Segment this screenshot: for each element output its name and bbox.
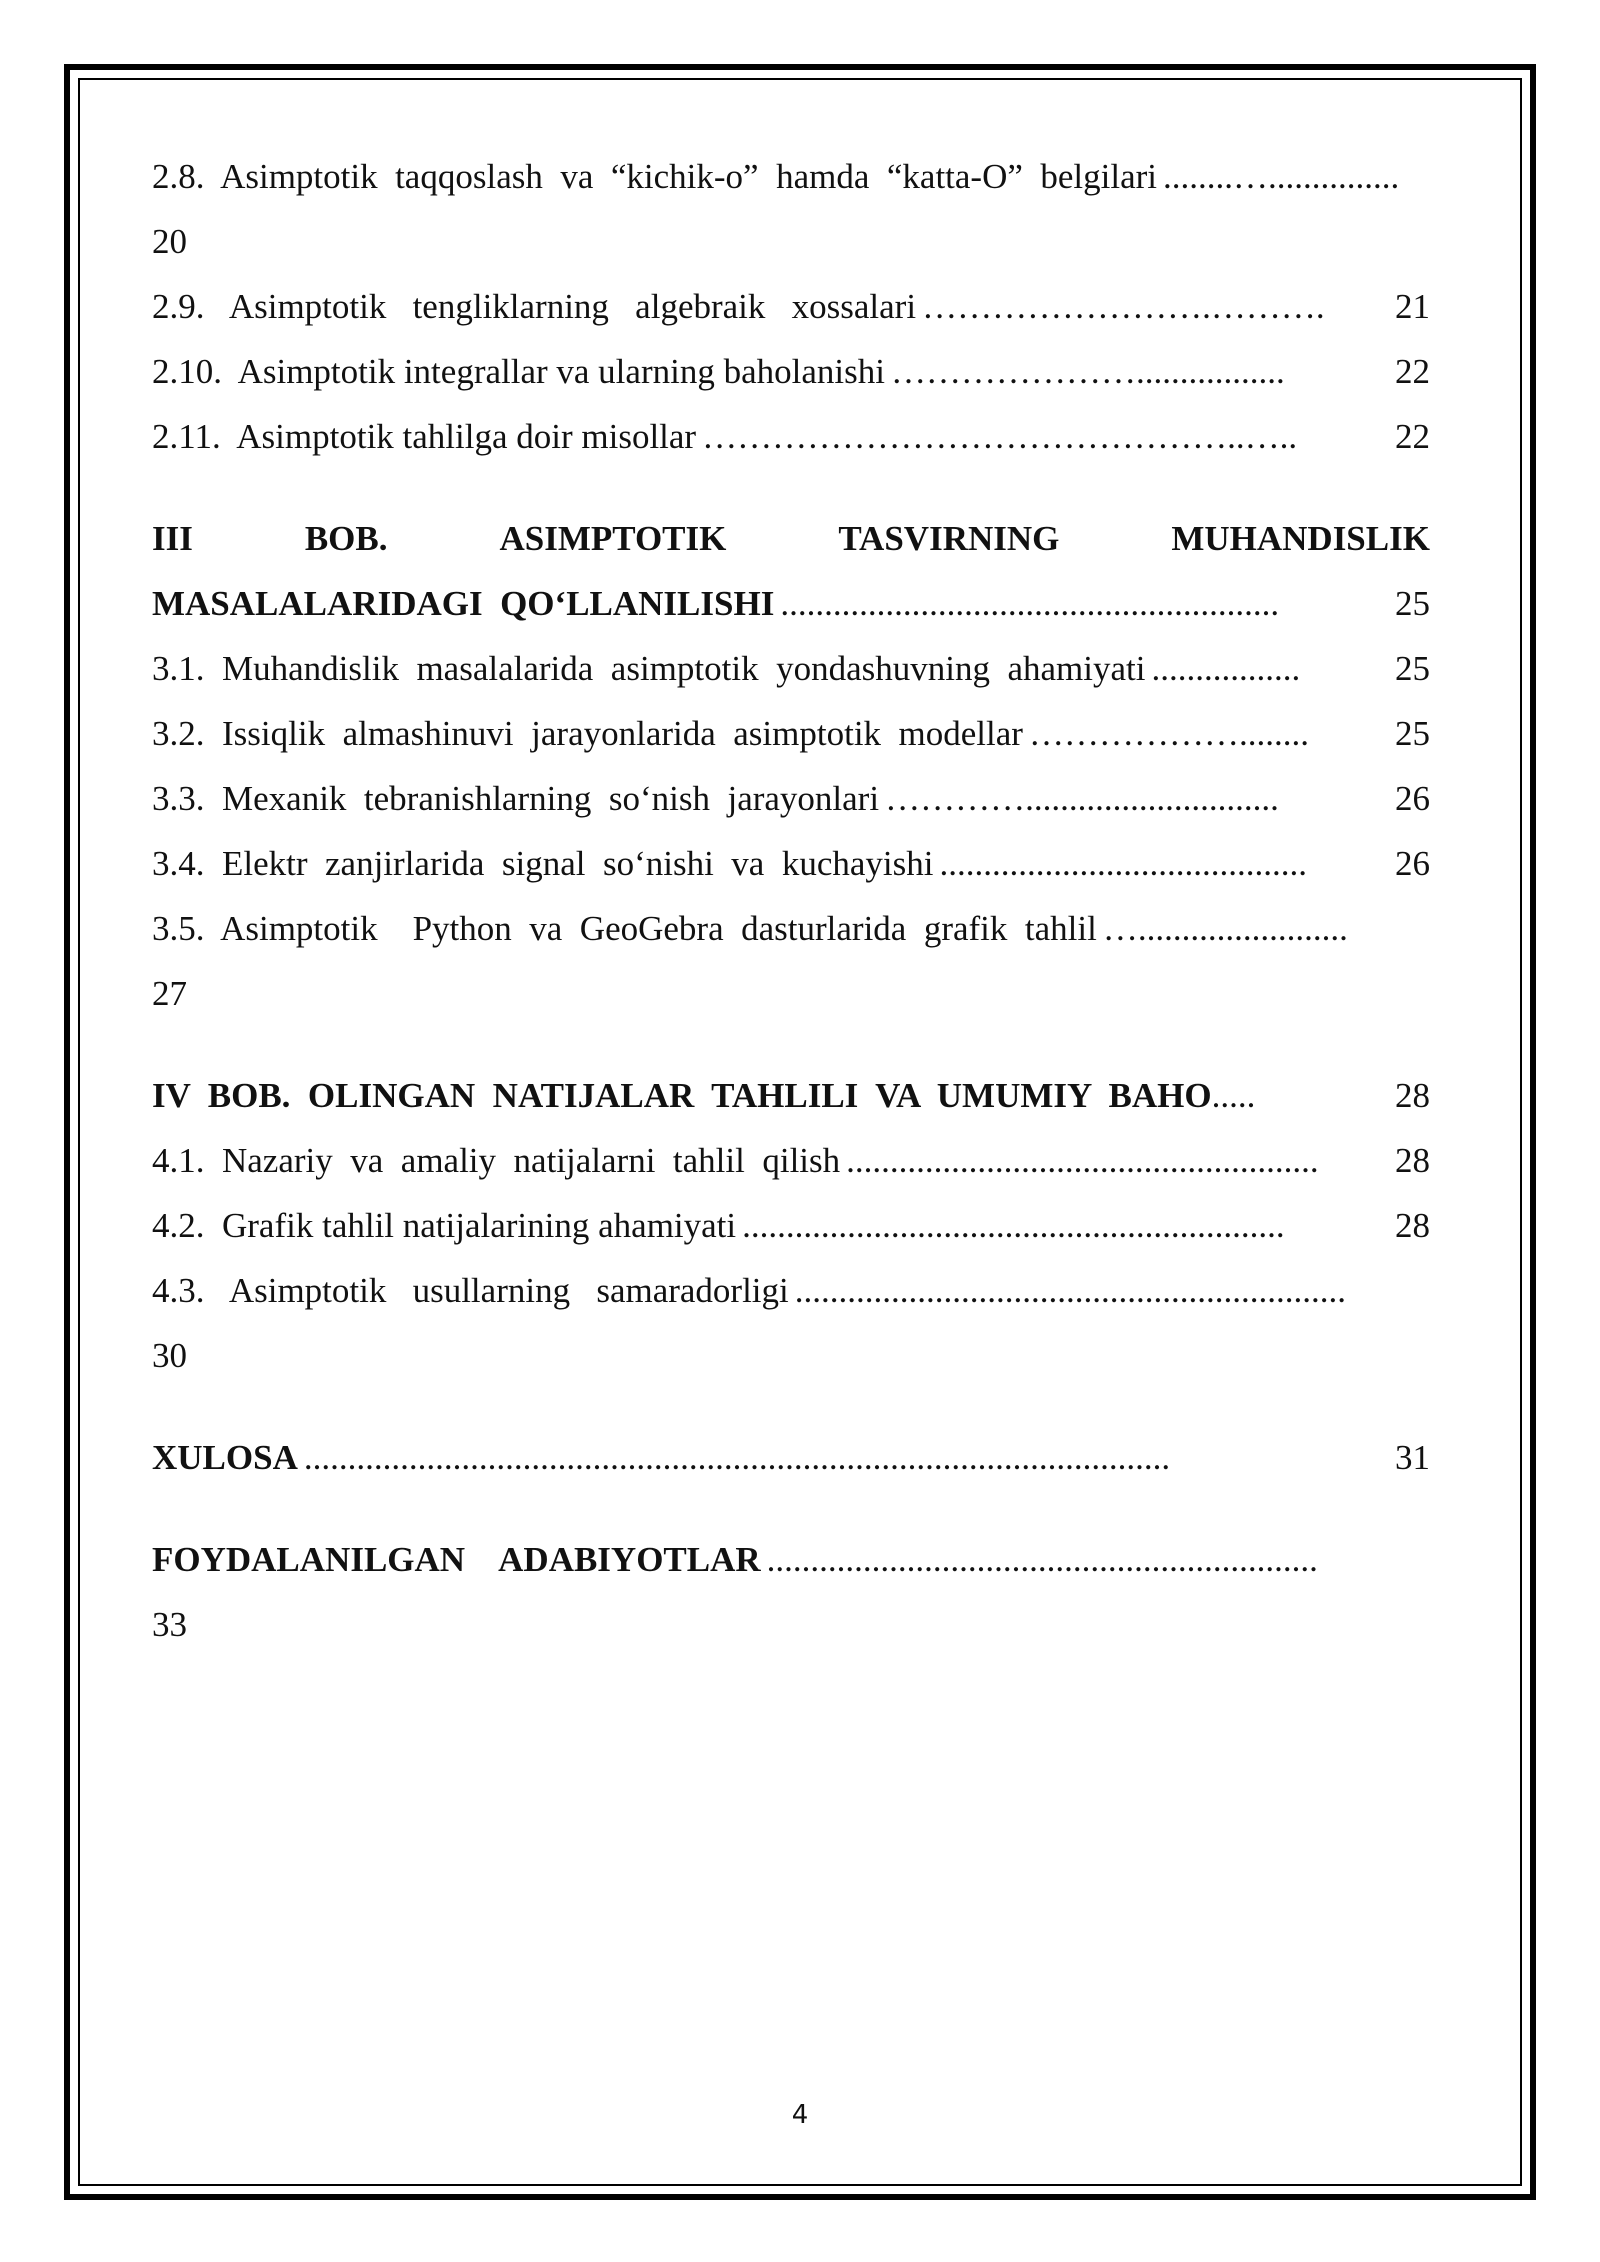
- toc-entry-label: MASALALARIDAGI QO‘LLANILISHI: [152, 584, 775, 623]
- toc-leader-dots: ...................................................................................................: [303, 1438, 1171, 1477]
- toc-leader-dots: ………………….................: [890, 352, 1285, 391]
- toc-chapter-4-heading[interactable]: [152, 1063, 1430, 1128]
- toc-entry-xulosa[interactable]: [152, 1425, 1430, 1490]
- toc-entry-label: 3.5. Asimptotik Python va GeoGebra dasturlarida grafik tahlil: [152, 909, 1097, 948]
- toc-page-number: 25: [1395, 714, 1430, 753]
- toc-page-number: 22: [1395, 352, 1430, 391]
- toc-page-number: 25: [1395, 584, 1430, 623]
- toc-page-number: 30: [152, 1336, 187, 1375]
- heading-word: TASVIRNING: [838, 519, 1060, 558]
- toc-entry-2-9[interactable]: [152, 274, 1430, 339]
- toc-entry-label: 3.1. Muhandislik masalalarida asimptotik yondashuvning ahamiyati: [152, 649, 1146, 688]
- toc-entry-2-8[interactable]: [152, 144, 1430, 209]
- toc-leader-dots: ………………........: [1028, 714, 1309, 753]
- toc-page-number: 25: [1395, 649, 1430, 688]
- toc-entry-3-2[interactable]: [152, 701, 1430, 766]
- toc-entry-label: 3.3. Mexanik tebranishlarning so‘nish jarayonlari: [152, 779, 880, 818]
- toc-page-number: 26: [1395, 844, 1430, 883]
- toc-page-number: 27: [152, 974, 187, 1013]
- toc-entry-2-11[interactable]: [152, 404, 1430, 469]
- toc-entry-4-3[interactable]: [152, 1258, 1430, 1323]
- toc-leader-dots: ...............................................................: [794, 1271, 1347, 1310]
- heading-word: BOB.: [304, 519, 388, 558]
- toc-entry-label: 4.2. Grafik tahlil natijalarining ahamiyati: [152, 1206, 737, 1245]
- toc-page-number: 28: [1395, 1141, 1430, 1180]
- toc-leader-dots: …........................: [1102, 909, 1348, 948]
- toc-entry-label: IV BOB. OLINGAN NATIJALAR TAHLILI VA UMUMIY BAHO: [152, 1076, 1212, 1115]
- toc-entry-label: 2.10. Asimptotik integrallar va ularning baholanishi: [152, 352, 885, 391]
- toc-entry-3-4[interactable]: [152, 831, 1430, 896]
- toc-leader-dots: ...............................................................: [766, 1540, 1318, 1579]
- toc-entry-3-3[interactable]: [152, 766, 1430, 831]
- toc-chapter-3-heading-cont[interactable]: [152, 571, 1430, 636]
- toc-page-number: 26: [1395, 779, 1430, 818]
- toc-leader-dots: …………………….……….: [922, 287, 1325, 326]
- toc-leader-dots: ..........................................: [939, 844, 1307, 883]
- toc-page-number: 28: [1395, 1076, 1430, 1115]
- toc-page-number: 21: [1395, 287, 1430, 326]
- toc-page-number: 28: [1395, 1206, 1430, 1245]
- toc-entry-2-10[interactable]: [152, 339, 1430, 404]
- toc-entry-label: 3.2. Issiqlik almashinuvi jarayonlarida asimptotik modellar: [152, 714, 1023, 753]
- toc-entry-4-1[interactable]: [152, 1128, 1430, 1193]
- heading-word: MUHANDISLIK: [1171, 519, 1430, 558]
- footer-page-number: 4: [791, 2100, 809, 2130]
- toc-page-number: 20: [152, 222, 187, 261]
- toc-entry-label: 2.9. Asimptotik tengliklarning algebraik xossalari: [152, 287, 917, 326]
- toc-entry-3-5[interactable]: [152, 896, 1430, 961]
- toc-entry-foydalanilgan-adabiyotlar[interactable]: [152, 1527, 1430, 1592]
- toc-page-number: 31: [1395, 1438, 1430, 1477]
- heading-word: ASIMPTOTIK: [499, 519, 727, 558]
- toc-leader-dots: ………….............................: [885, 779, 1279, 818]
- toc-entry-label: FOYDALANILGAN ADABIYOTLAR: [152, 1540, 761, 1579]
- toc-chapter-3-heading[interactable]: [152, 506, 1430, 571]
- table-of-contents: [152, 144, 1430, 1657]
- toc-leader-dots: ………………………………………..…..: [702, 417, 1298, 456]
- toc-entry-label: XULOSA: [152, 1438, 298, 1477]
- toc-entry-label: 3.4. Elektr zanjirlarida signal so‘nishi va kuchayishi: [152, 844, 934, 883]
- toc-leader-dots: ........…...............: [1163, 157, 1400, 196]
- toc-entry-3-1[interactable]: [152, 636, 1430, 701]
- toc-leader-dots: ..............................................................: [742, 1206, 1285, 1245]
- toc-entry-label: 4.3. Asimptotik usullarning samaradorligi: [152, 1271, 789, 1310]
- toc-page-number: 33: [152, 1605, 187, 1644]
- toc-leader-dots: ......................................................: [846, 1141, 1319, 1180]
- toc-leader-dots: .........................................................: [780, 584, 1280, 623]
- toc-entry-label: 4.1. Nazariy va amaliy natijalarni tahlil qilish: [152, 1141, 841, 1180]
- toc-entry-label: 2.8. Asimptotik taqqoslash va “kichik-o” hamda “katta-O” belgilari: [152, 157, 1158, 196]
- toc-page-number: 22: [1395, 417, 1430, 456]
- toc-leader-dots: .................: [1151, 649, 1301, 688]
- toc-entry-label: 2.11. Asimptotik tahlilga doir misollar: [152, 417, 697, 456]
- toc-leader-dots: .....: [1211, 1076, 1256, 1115]
- heading-word: III: [152, 519, 193, 558]
- toc-entry-4-2[interactable]: [152, 1193, 1430, 1258]
